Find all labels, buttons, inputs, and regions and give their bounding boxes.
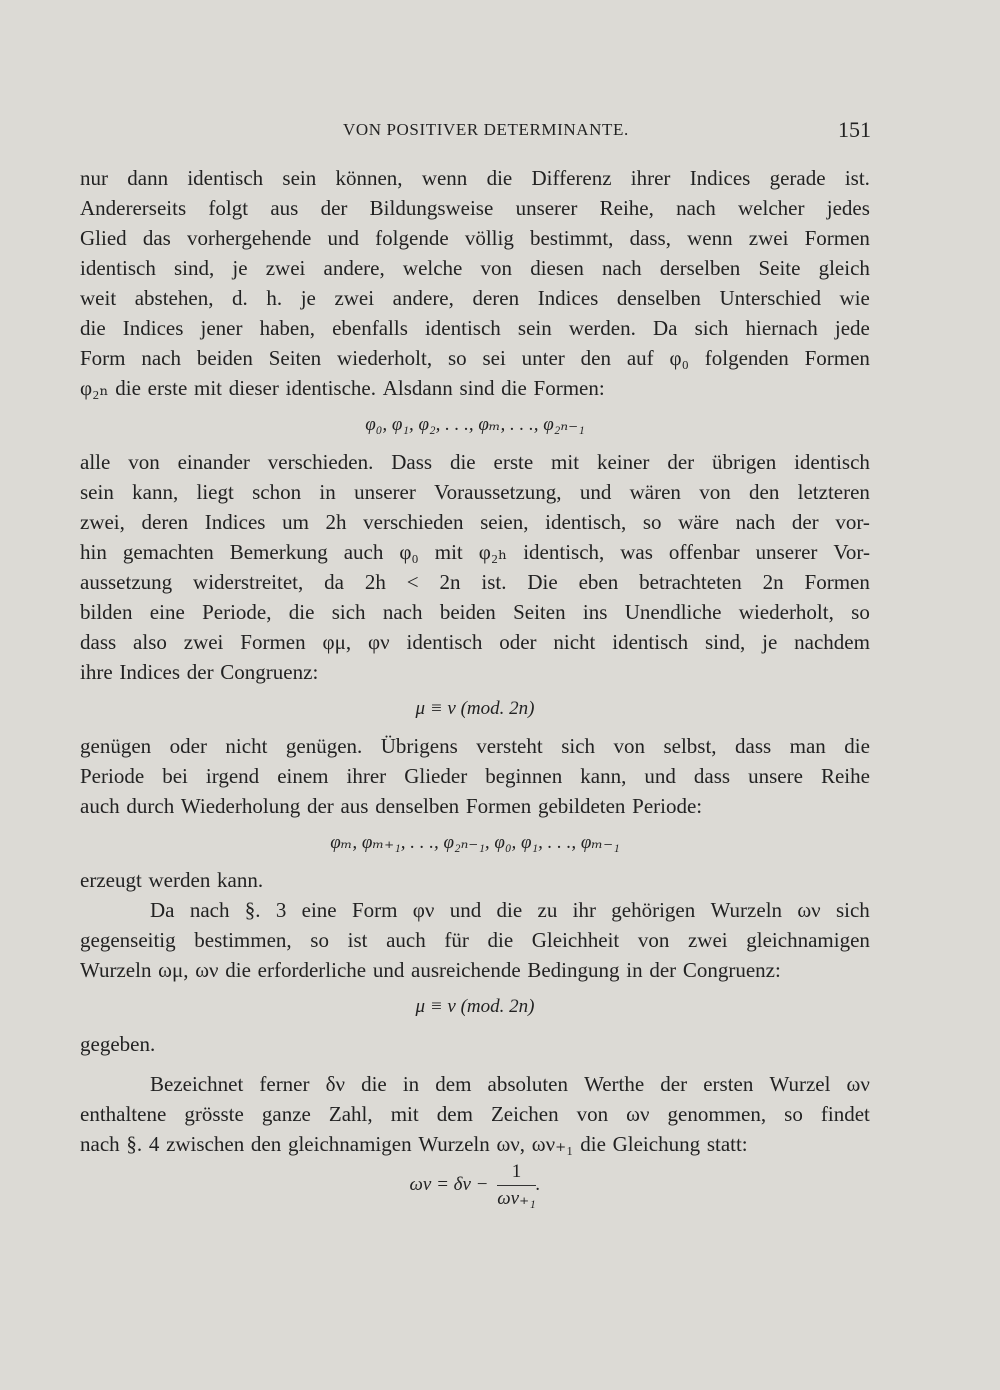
page-number: 151 (838, 117, 871, 142)
text-line: sein kann, liegt schon in unserer Voraussetzung, und wären von den letzteren (80, 480, 870, 504)
formula-fraction (80, 1159, 870, 1221)
formula: μ ≡ ν (mod. 2n) (415, 698, 535, 719)
text-line: Andererseits folgt aus der Bildungsweise unserer Reihe, nach welcher jedes (80, 196, 870, 220)
text-line: identisch sind, je zwei andere, welche von diesen nach derselben Seite gleich (80, 256, 870, 280)
fraction (497, 1159, 535, 1212)
formula-end: . (535, 1174, 541, 1195)
text-line: nur dann identisch sein können, wenn die Differenz ihrer Indices gerade ist. (80, 166, 870, 190)
page-header (0, 117, 1000, 150)
text-line: die Indices jener haben, ebenfalls identisch sein werden. Da sich hiernach jede (80, 316, 870, 340)
text-line: Bezeichnet ferner δν die in dem absoluten Werthe der ersten Wurzel ων (150, 1072, 870, 1096)
text-line: bilden eine Periode, die sich nach beiden Seiten ins Unendliche wiederholt, so (80, 600, 870, 624)
paragraph (80, 447, 870, 687)
text-line: enthaltene grösste ganze Zahl, mit dem Zeichen von ων genommen, so findet (80, 1102, 870, 1126)
body-text (80, 163, 870, 1221)
text-line: Form nach beiden Seiten wiederholt, so sei unter den auf φ₀ folgenden Formen (80, 346, 870, 370)
text-line: auch durch Wiederholung der aus denselben Formen gebildeten Periode: (80, 794, 703, 818)
formula: φₘ, φₘ₊₁, . . ., φ₂ₙ₋₁, φ₀, φ₁, . . ., φₘ₋₁ (330, 832, 620, 853)
text-line: φ₂ₙ die erste mit dieser identische. Alsdann sind die Formen: (80, 376, 605, 400)
paragraph (80, 1069, 870, 1159)
running-head: VON POSITIVER DETERMINANTE. (343, 120, 629, 139)
formula-lhs: ων = δν − (409, 1174, 489, 1195)
fraction-denominator: ων₊₁ (497, 1188, 536, 1210)
paragraph (80, 731, 870, 821)
text-line: hin gemachten Bemerkung auch φ₀ mit φ₂ₕ identisch, was offenbar unserer Vor- (80, 540, 870, 564)
fraction-numerator: 1 (497, 1159, 535, 1186)
text-line: ihre Indices der Congruenz: (80, 660, 319, 684)
text-line: Wurzeln ωμ, ων die erforderliche und ausreichende Bedingung in der Congruenz: (80, 958, 781, 982)
text-line: genügen oder nicht genügen. Übrigens versteht sich von selbst, dass man die (80, 734, 870, 758)
text-line: Glied das vorhergehende und folgende völlig bestimmt, dass, wenn zwei Formen (80, 226, 870, 250)
text-line: Da nach §. 3 eine Form φν und die zu ihr gehörigen Wurzeln ων sich (150, 898, 870, 922)
text-line: Periode bei irgend einem ihrer Glieder beginnen kann, und dass unsere Reihe (80, 764, 870, 788)
text-line: zwei, deren Indices um 2h verschieden seien, identisch, so wäre nach der vor- (80, 510, 870, 534)
text-line: dass also zwei Formen φμ, φν identisch oder nicht identisch sind, je nachdem (80, 630, 870, 654)
text-line: gegenseitig bestimmen, so ist auch für die Gleichheit von zwei gleichnamigen (80, 928, 870, 952)
paragraph (80, 163, 870, 403)
text-line: erzeugt werden kann. (80, 868, 264, 892)
text-line: weit abstehen, d. h. je zwei andere, deren Indices denselben Unterschied wie (80, 286, 870, 310)
formula: μ ≡ ν (mod. 2n) (415, 996, 535, 1017)
text-line: aussetzung widerstreitet, da 2h < 2n ist. Die eben betrachteten 2n Formen (80, 570, 870, 594)
text-line: nach §. 4 zwischen den gleichnamigen Wurzeln ων, ων₊₁ die Gleichung statt: (80, 1132, 748, 1156)
text-line: alle von einander verschieden. Dass die erste mit keiner der übrigen identisch (80, 450, 870, 474)
formula: φ₀, φ₁, φ₂, . . ., φₘ, . . ., φ₂ₙ₋₁ (365, 414, 585, 435)
text-line: gegeben. (80, 1032, 156, 1056)
paragraph (80, 895, 870, 985)
